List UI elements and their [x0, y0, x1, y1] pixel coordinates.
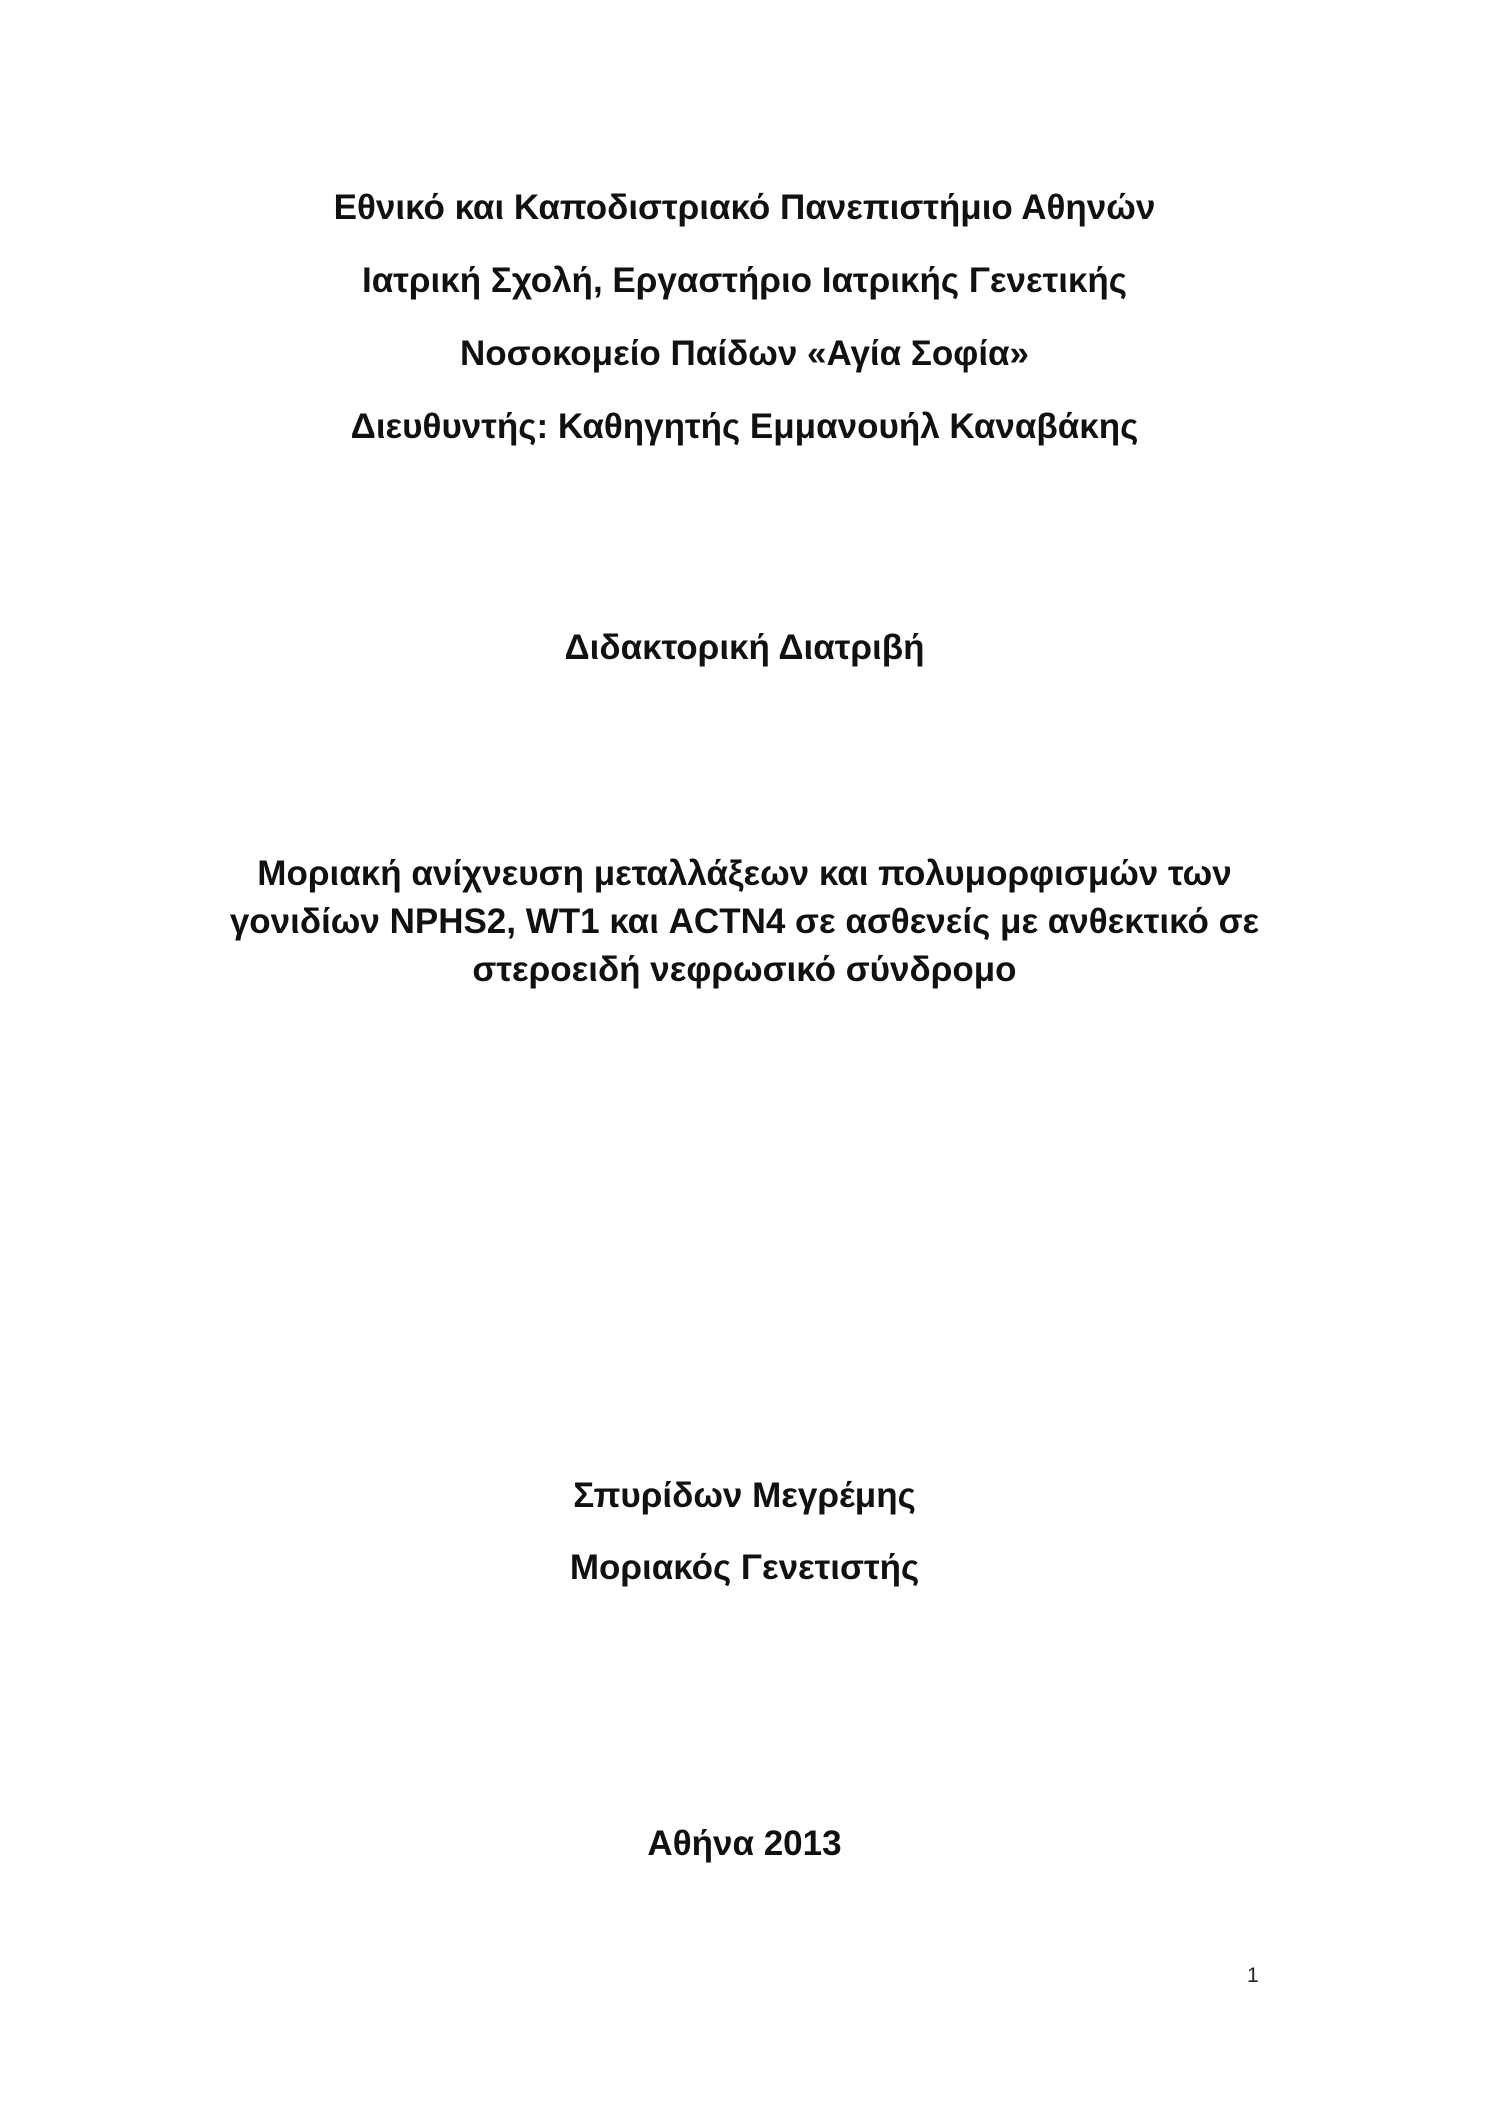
university-name: Εθνικό και Καποδιστριακό Πανεπιστήμιο Αθηνών	[333, 188, 1156, 227]
author-name: Σπυρίδων Μεγρέμης	[573, 1476, 916, 1515]
thesis-title-line: Μοριακή ανίχνευση μεταλλάξεων και πολυμορφισμών των	[257, 854, 1232, 893]
document-type: Διδακτορική Διατριβή	[564, 628, 925, 667]
page-number: 1	[1247, 1964, 1259, 1987]
thesis-title	[0, 852, 1489, 996]
author-role: Μοριακός Γενετιστής	[569, 1548, 920, 1587]
hospital-name: Νοσοκομείο Παίδων «Αγία Σοφία»	[459, 334, 1030, 373]
thesis-title-line: στεροειδή νεφρωσικό σύνδρομο	[472, 950, 1017, 989]
thesis-title-line: γονιδίων NPHS2, WT1 και ACTN4 σε ασθενείς με ανθεκτικό σε	[229, 902, 1260, 941]
director-line: Διευθυντής: Καθηγητής Εμμανουήλ Καναβάκης	[350, 407, 1139, 446]
school-lab-name: Ιατρική Σχολή, Εργαστήριο Ιατρικής Γενετικής	[361, 261, 1128, 300]
place-year: Αθήνα 2013	[647, 1824, 842, 1863]
